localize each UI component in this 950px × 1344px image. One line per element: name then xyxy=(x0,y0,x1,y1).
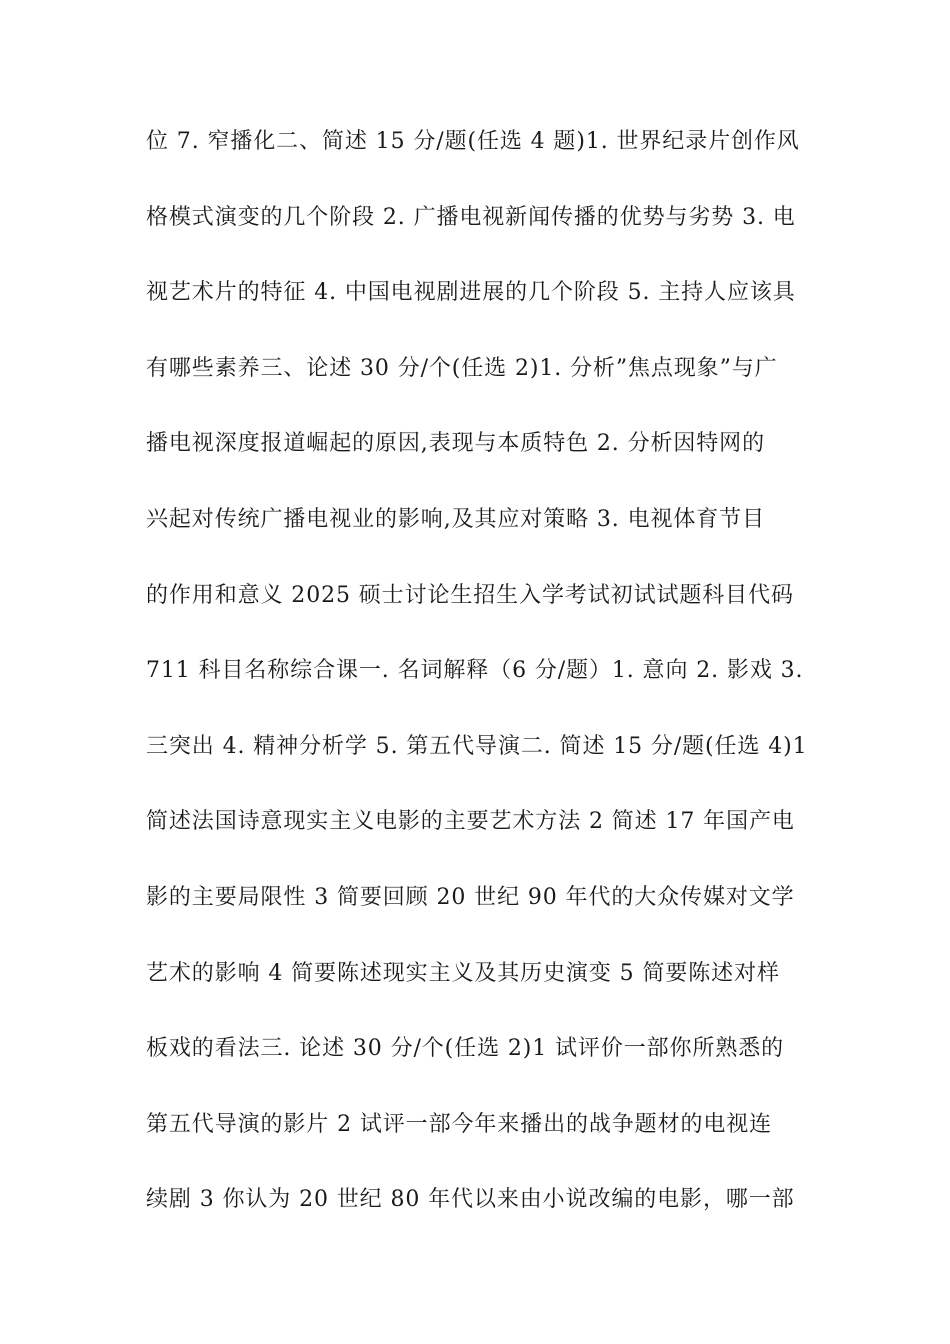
text-line-1: 位 7. 窄播化二、简述 15 分/题(任选 4 题)1. 世界纪录片创作风 xyxy=(146,129,800,154)
text-line-14: 第五代导演的影片 2 试评一部今年来播出的战争题材的电视连 xyxy=(146,1111,773,1137)
text-line-6: 兴起对传统广播电视业的影响,及其应对策略 3. 电视体育节目 xyxy=(146,506,765,532)
text-line-13: 板戏的看法三. 论述 30 分/个(任选 2)1 试评价一部你所熟悉的 xyxy=(146,1036,785,1062)
text-line-11: 影的主要局限性 3 简要回顾 20 世纪 90 年代的大众传媒对文学 xyxy=(146,884,795,910)
text-line-5: 播电视深度报道崛起的原因,表现与本质特色 2. 分析因特网的 xyxy=(146,431,765,457)
text-line-12: 艺术的影响 4 简要陈述现实主义及其历史演变 5 简要陈述对样 xyxy=(146,960,780,986)
text-line-8: 711 科目名称综合课一. 名词解释（6 分/题）1. 意向 2. 影戏 3. xyxy=(146,658,804,684)
text-line-10: 简述法国诗意现实主义电影的主要艺术方法 2 简述 17 年国产电 xyxy=(146,809,795,835)
text-line-9: 三突出 4. 精神分析学 5. 第五代导演二. 简述 15 分/题(任选 4)1 xyxy=(146,733,808,759)
text-line-15: 续剧 3 你认为 20 世纪 80 年代以来由小说改编的电影，哪一部 xyxy=(146,1187,795,1213)
body-text xyxy=(146,130,816,1264)
text-line-3: 视艺术片的特征 4. 中国电视剧进展的几个阶段 5. 主持人应该具 xyxy=(146,280,796,306)
text-line-2: 格模式演变的几个阶段 2. 广播电视新闻传播的优势与劣势 3. 电 xyxy=(146,204,796,230)
text-line-7: 的作用和意义 2025 硕士讨论生招生入学考试初试试题科目代码 xyxy=(146,582,794,608)
text-line-4: 有哪些素养三、论述 30 分/个(任选 2)1. 分析”焦点现象”与广 xyxy=(146,355,778,381)
